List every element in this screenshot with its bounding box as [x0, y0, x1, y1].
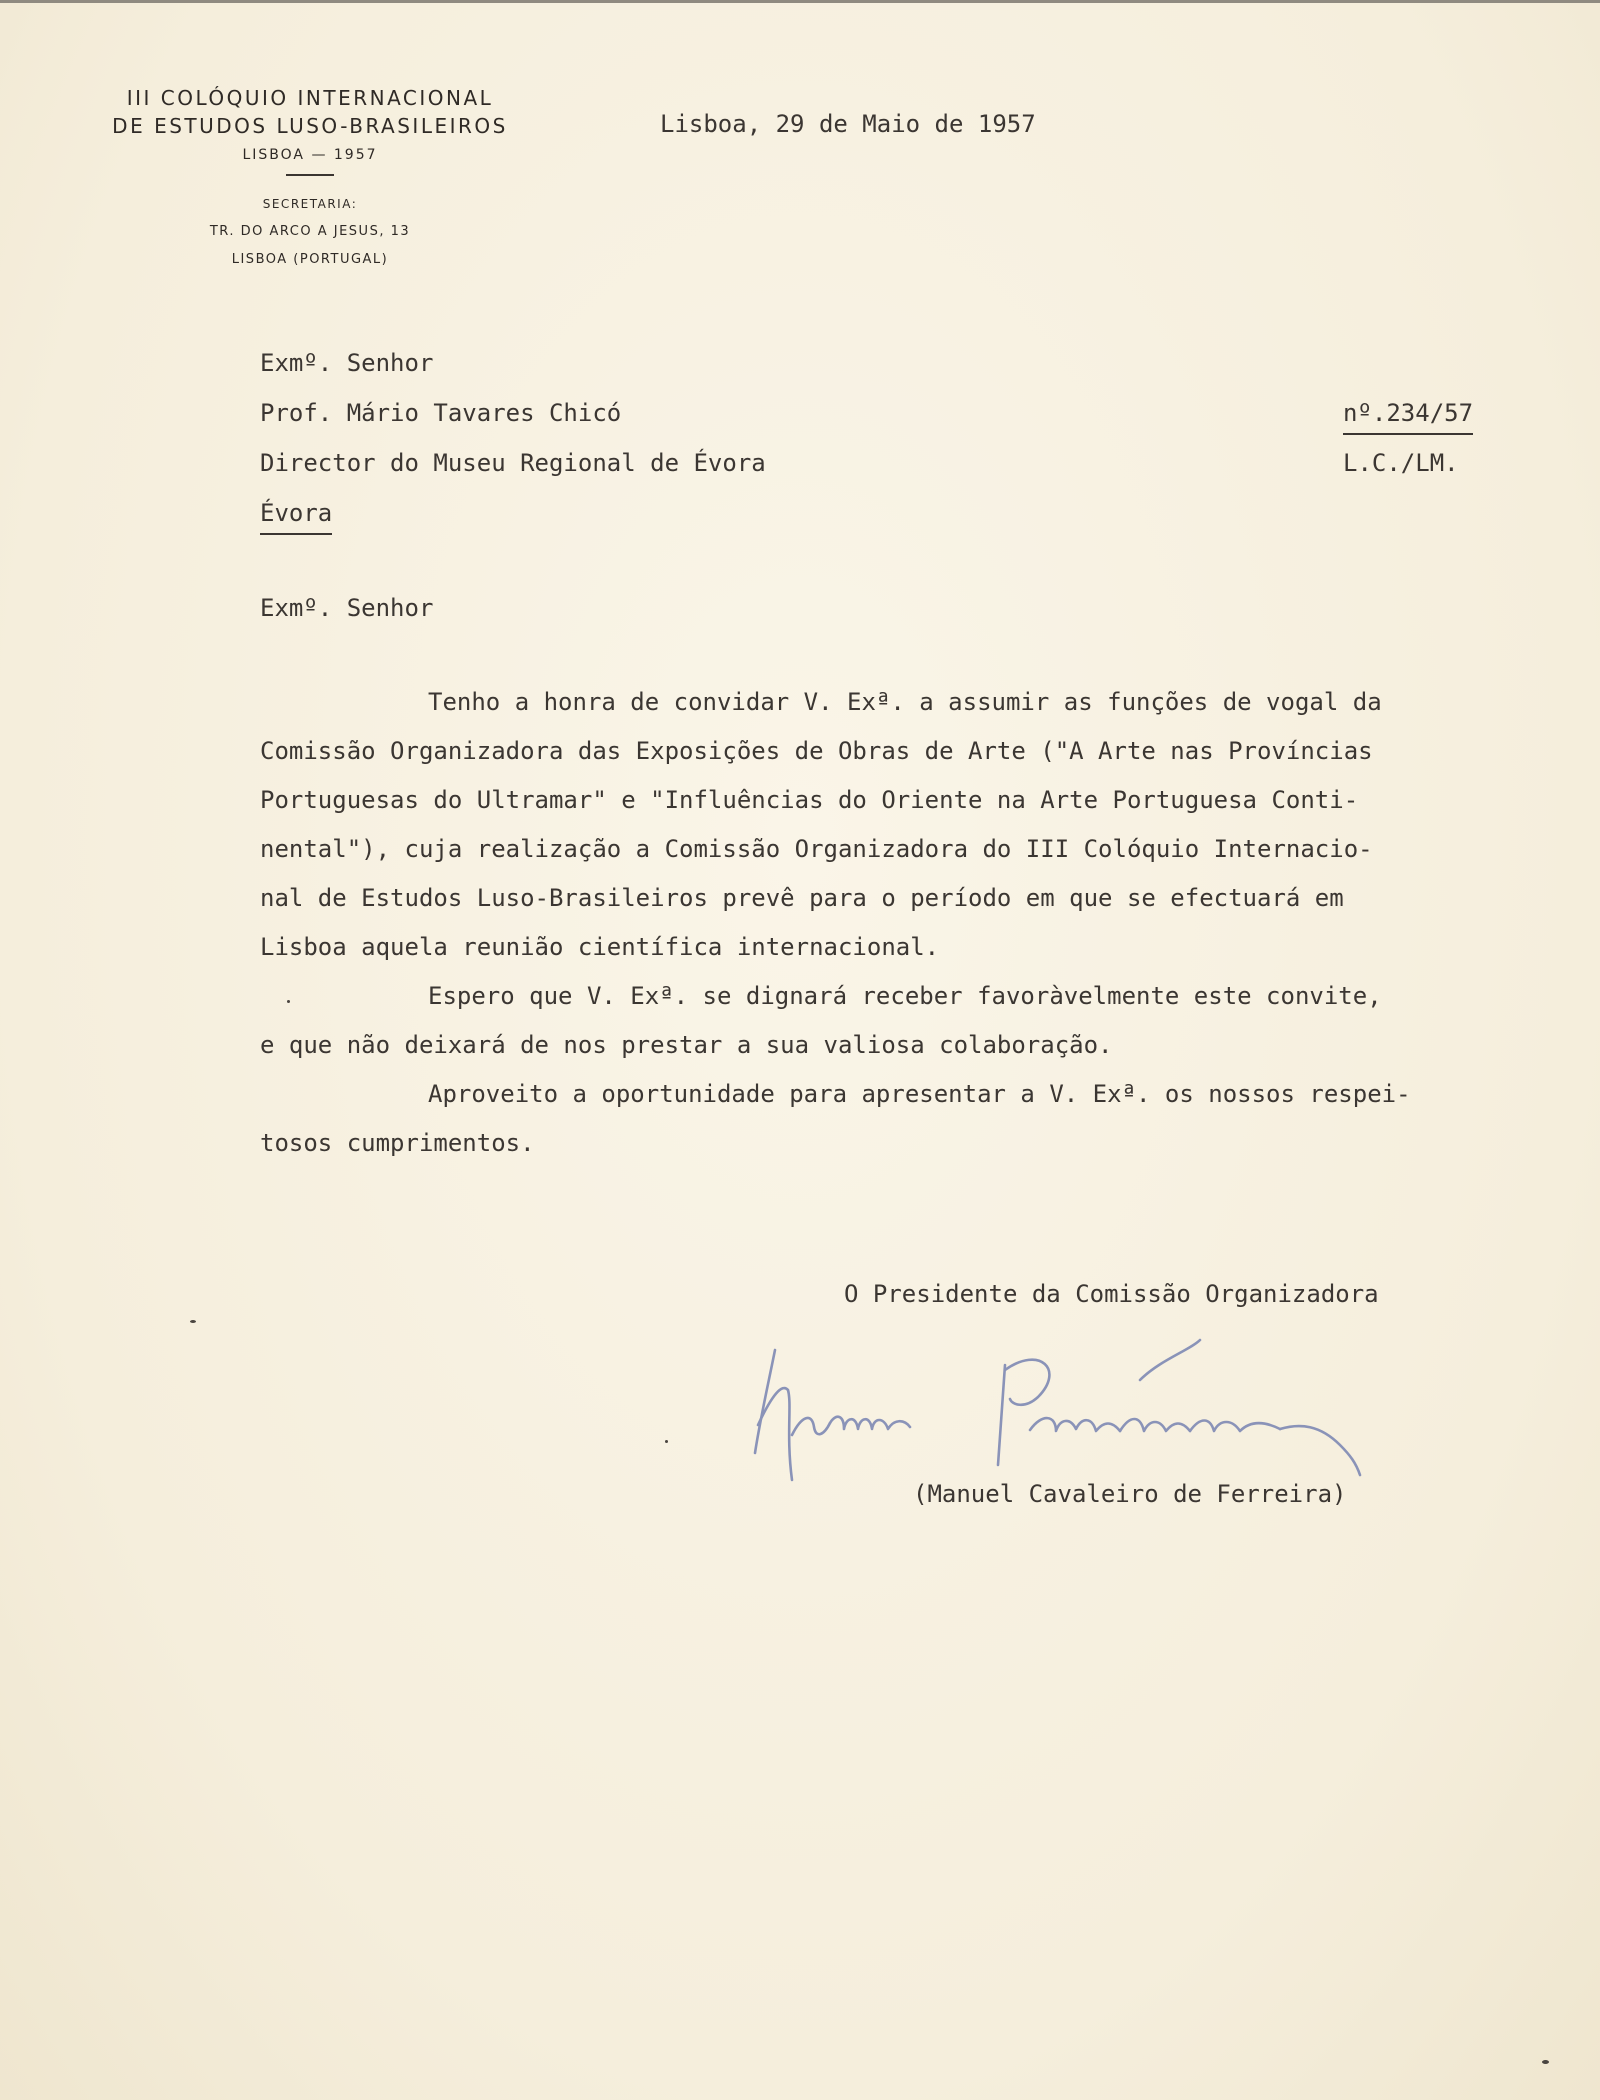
ink-speck — [1542, 2060, 1549, 2064]
letterhead-city-year: LISBOA — 1957 — [242, 147, 378, 163]
letterhead-org-line2: DE ESTUDOS LUSO-BRASILEIROS — [112, 114, 508, 138]
recipient-city: Évora — [260, 495, 332, 535]
handwritten-signature — [720, 1335, 1480, 1495]
signer-name: (Manuel Cavaleiro de Ferreira) — [913, 1480, 1347, 1508]
body-line: Lisboa aquela reunião científica internacional. — [260, 933, 940, 961]
body-line: tosos cumprimentos. — [260, 1129, 535, 1157]
recipient-address — [260, 345, 766, 545]
salutation: Exmº. Senhor — [260, 594, 434, 622]
body-line: e que não deixará de nos prestar a sua valiosa colaboração. — [260, 1031, 1113, 1059]
ink-speck — [665, 1440, 668, 1443]
recipient-line: Exmº. Senhor — [260, 349, 434, 377]
ink-speck — [190, 1320, 196, 1323]
page-edge — [0, 0, 1600, 3]
letter-date: Lisboa, 29 de Maio de 1957 — [660, 110, 1036, 138]
body-line: nal de Estudos Luso-Brasileiros prevê para o período em que se efectuará em — [260, 884, 1344, 912]
letterhead-secretariat-label: SECRETARIA: — [262, 197, 358, 211]
letter-body — [260, 684, 1560, 1174]
reference-number: nº.234/57 — [1343, 395, 1473, 435]
body-line: Tenho a honra de convidar V. Exª. a assumir as funções de vogal da — [428, 688, 1382, 716]
recipient-line: Director do Museu Regional de Évora — [260, 449, 766, 477]
body-line: Comissão Organizadora das Exposições de Obras de Arte ("A Arte nas Províncias — [260, 737, 1373, 765]
body-line: Espero que V. Exª. se dignará receber favoràvelmente este convite, — [428, 982, 1382, 1010]
body-line: Aproveito a oportunidade para apresentar a V. Exª. os nossos respei- — [428, 1080, 1411, 1108]
recipient-line: Prof. Mário Tavares Chicó — [260, 399, 622, 427]
letterhead — [70, 84, 550, 274]
ink-speck — [287, 1000, 290, 1003]
letterhead-org-line1: III COLÓQUIO INTERNACIONAL — [126, 86, 494, 110]
body-line: nental"), cuja realização a Comissão Organizadora do III Colóquio Internacio- — [260, 835, 1373, 863]
letterhead-secretariat-city: LISBOA (PORTUGAL) — [231, 252, 389, 267]
closing-title: O Presidente da Comissão Organizadora — [844, 1280, 1379, 1308]
reference-block — [1343, 395, 1473, 495]
letterhead-divider — [286, 174, 334, 176]
reference-initials: L.C./LM. — [1343, 449, 1459, 477]
body-line: Portuguesas do Ultramar" e "Influências do Oriente na Arte Portuguesa Conti- — [260, 786, 1359, 814]
letterhead-secretariat-street: TR. DO ARCO A JESUS, 13 — [209, 224, 411, 239]
